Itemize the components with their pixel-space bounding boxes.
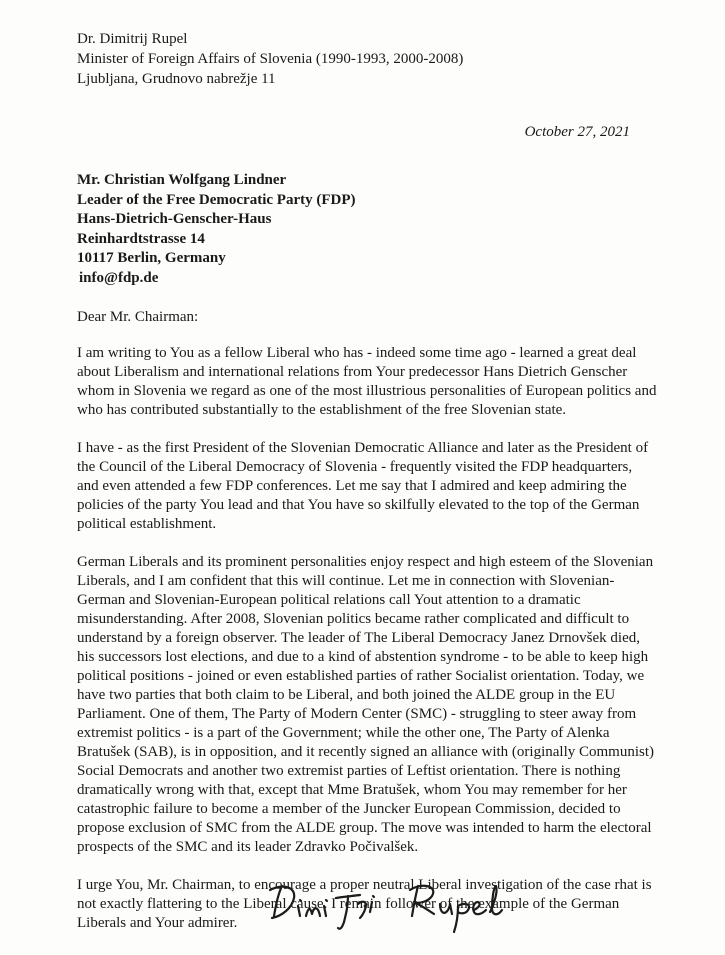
letter-body — [77, 344, 657, 952]
sender-block — [77, 29, 463, 89]
paragraph-3: German Liberals and its prominent personalities enjoy respect and high esteem of the Slovenian Liberals, and I am confident that this will continue. Let me in connection with Slovenian-German and Slovenian-European political relations call Yout attention to a dramatic misunderstanding. After 2008, Slovenian politics became rather complicated and difficult to understand by a foreign observer. The leader of The Liberal Democracy Janez Drnovšek died, his successors lost elections, and due to a kind of abstention syndrome - to be able to keep high political positions - joined or even established parties of rather Socialist orientation. Today, we have two parties that both claim to be Liberal, and both joined the ALDE group in the EU Parliament. One of them, The Party of Modern Center (SMC) - struggling to steer away from extremist politics - is a part of the Government; while the other one, The Party of Alenka Bratušek (SAB), is in opposition, and it recently signed an alliance with (originally Communist) Social Democrats and another two extremist parties of Leftist orientation. There is nothing dramatically wrong with that, except that Mme Bratušek, whom You may remember for her catastrophic failure to become a member of the Juncker European Commission, decided to propose exclusion of SMC from the ALDE group. The move was intended to harm the electoral prospects of the SMC and its leader Zdravko Počivalšek. — [77, 554, 654, 855]
sender-name: Dr. Dimitrij Rupel — [77, 31, 188, 47]
recipient-building: Hans-Dietrich-Genscher-Haus — [77, 211, 272, 227]
sender-address: Ljubljana, Grudnovo nabrežje 11 — [77, 71, 276, 87]
recipient-email: info@fdp.de — [79, 269, 159, 286]
paragraph-1: I am writing to You as a fellow Liberal who has - indeed some time ago - learned a great deal about Liberalism and international relations from Your predecessor Hans Dietrich Genscher whom in Slovenia we regard as one of the most illustrious personalities of European politics and who has contributed substantially to the establishment of the free Slovenian state. — [77, 345, 657, 418]
salutation: Dear Mr. Chairman: — [77, 309, 199, 325]
recipient-street: Reinhardtstrasse 14 — [77, 230, 205, 247]
sender-title: Minister of Foreign Affairs of Slovenia (1990-1993, 2000-2008) — [77, 51, 464, 67]
recipient-block — [77, 171, 356, 288]
handwritten-signature — [262, 876, 522, 936]
paragraph-2: I have - as the first President of the Slovenian Democratic Alliance and later as the President of the Council of the Liberal Democracy of Slovenia - frequently visited the FDP headquarters, and even attended a few FDP conferences. Let me say that I admired and keep admiring the policies of the party You lead and that You have so skilfully elevated to the top of the German political establishment. — [77, 440, 649, 532]
letter-date: October 27, 2021 — [524, 124, 630, 140]
recipient-city: 10117 Berlin, Germany — [77, 250, 226, 266]
paragraph-4: I urge You, Mr. Chairman, to encourage a proper neutral Liberal investigation of the case rhat is not exactly flattering to the Liberal cause. I remain follower of the example of the German Liberals and Your admirer. — [77, 877, 652, 931]
recipient-name: Mr. Christian Wolfgang Lindner — [77, 172, 287, 188]
recipient-title: Leader of the Free Democratic Party (FDP) — [77, 191, 356, 208]
